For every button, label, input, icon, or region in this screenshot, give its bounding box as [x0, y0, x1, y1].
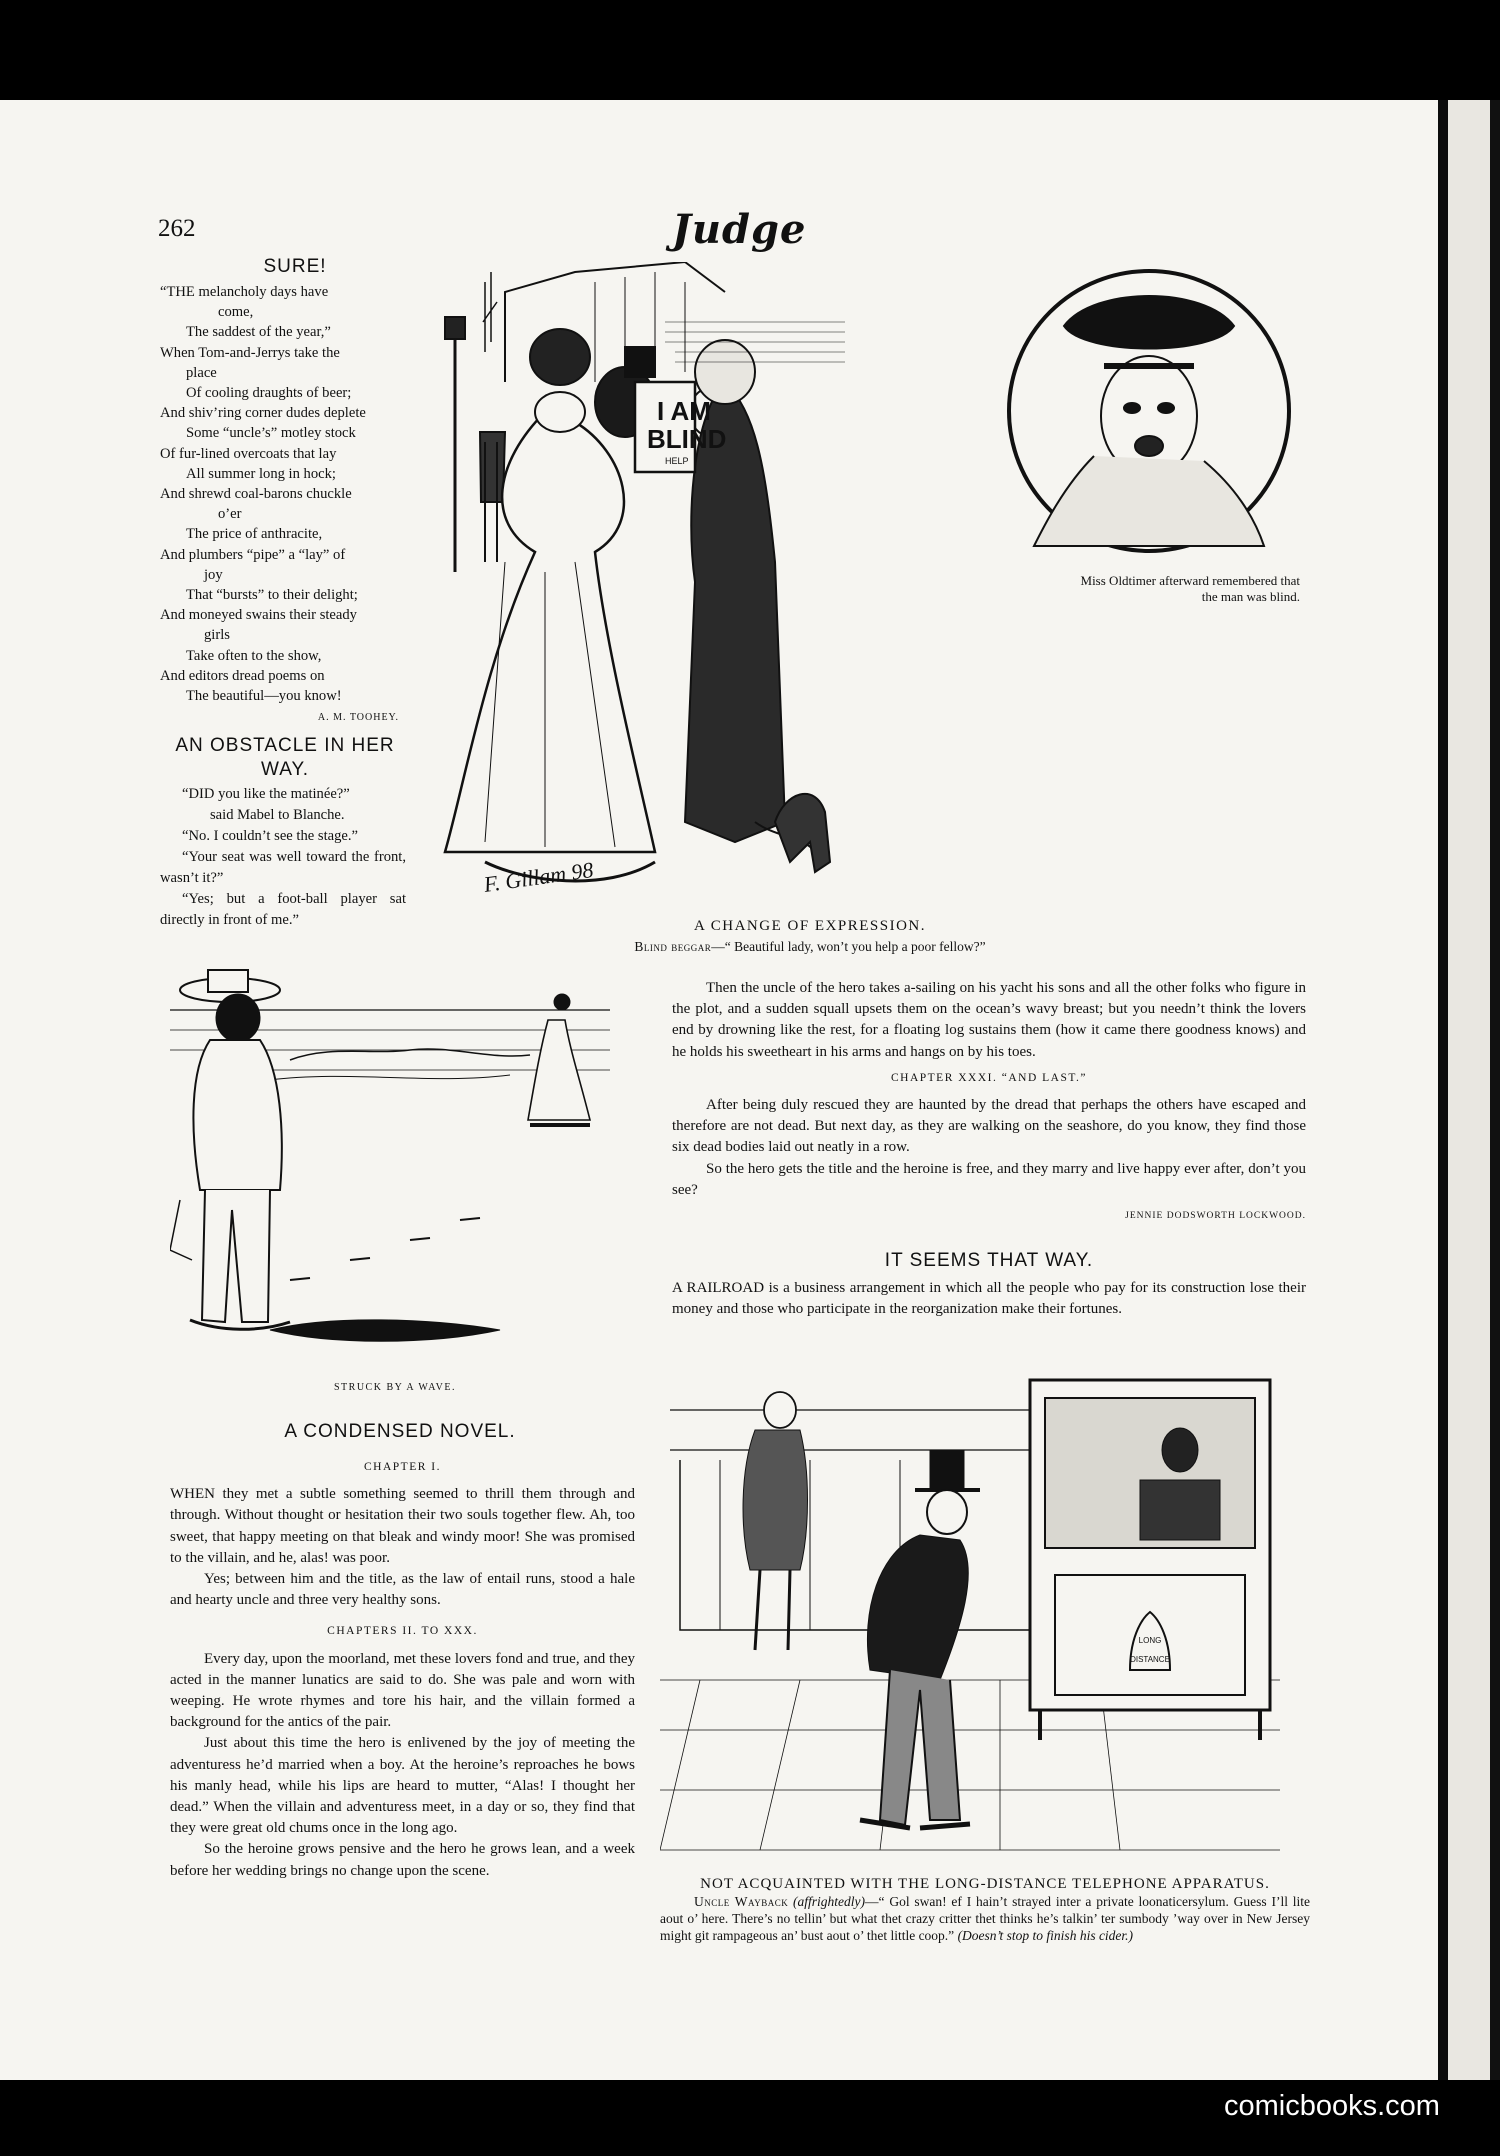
novel-para: Then the uncle of the hero takes a-sailing on his yacht his sons and all the other folks who figure in the plot, and a sudden squall upsets them on the ocean’s wavy breast; but you needn’t think the lovers end by drowning like the rest, for a floating log sustains them (how it came there goodness knows) and he holds his sweetheart in his arms and hangs on by his toes.: [672, 980, 1306, 1060]
sign-line-3: HELP: [665, 456, 689, 466]
poem-body: [160, 282, 403, 728]
chapter-heading: CHAPTER I.: [364, 1461, 441, 1473]
stage-direction-2: (Doesn’t stop to finish his cider.): [957, 1928, 1134, 1943]
novel-author: JENNIE DODSWORTH LOCKWOOD.: [1125, 1211, 1306, 1222]
obstacle-para: “No. I couldn’t see the stage.”: [182, 828, 359, 844]
main-cartoon-title: A CHANGE OF EXPRESSION.: [693, 918, 927, 934]
chapter-heading: CHAPTERS II. TO XXX.: [327, 1625, 478, 1638]
novel-para: Just about this time the hero is enlivened by the joy of meeting the adventuress he’d married when a boy. At the heroine’s reproaches he bows his manly head, while his lips are heard to mutter, “Alas! I thought her dead.” When the villain and adventuress meet, in a day or so, they find that they were great old chums once in the long ago.: [170, 1735, 635, 1837]
speaker-line: —“ Gol swan! ef I hain’t strayed inter a private loonaticersylum. Guess I’ll lite aout o’ here. There’s no tellin’ but what thet crazy critter thet thinks he’s talkin’ ter sumbody ’way over in New Jersey might git rampageous an’ bust aout o’ thet little coop.”: [660, 1894, 1310, 1943]
street-scene-illustration: [425, 262, 1085, 912]
poem-line: place: [186, 364, 217, 381]
masthead: Judge: [672, 206, 807, 253]
poem-line: girls: [204, 627, 230, 644]
page-spine: [1438, 100, 1448, 2080]
site-watermark: comicbooks.com: [1224, 2090, 1440, 2122]
speaker-name: Blind beggar: [634, 939, 712, 954]
telephone-caption-title: NOT ACQUAINTED WITH THE LONG-DISTANCE TELEPHONE APPARATUS.: [700, 1876, 1270, 1892]
sign-line-1: I AM: [657, 396, 711, 426]
scan-border: [1490, 100, 1500, 2080]
seems-body: A RAILROAD is a business arrangement in which all the people who pay for its construction lose their money and those who participate in the reorganization make their fortunes.: [672, 1280, 1306, 1317]
novel-para: After being duly rescued they are haunted by the dread that perhaps the others have escaped and therefore are not dead. But next day, as they are walking on the seashore, do you know, they find those six dead bodies laid out neatly in a row.: [672, 1097, 1306, 1156]
stage-direction: (affrightedly): [793, 1894, 866, 1909]
obstacle-para: “Yes; but a foot-ball player sat directly in front of me.”: [160, 891, 406, 928]
novel-para: So the hero gets the title and the heroine is free, and they marry and live happy ever after, don’t you see?: [672, 1160, 1306, 1198]
beach-caption: STRUCK BY A WAVE.: [333, 1382, 456, 1393]
poem-line: Some “uncle’s” motley stock: [186, 425, 356, 442]
poem-line: That “bursts” to their delight;: [186, 587, 358, 604]
poem-line: o’er: [218, 506, 242, 523]
inset-portrait-illustration: [1004, 266, 1304, 566]
novel-right-column: [672, 978, 1306, 1227]
novel-para: So the heroine grows pensive and the hero he grows lean, and a week before her wedding brings no change upon the scene.: [170, 1841, 635, 1879]
telephone-caption-body: [660, 1893, 1310, 1944]
poem-line: And shiv’ring corner dudes deplete: [160, 405, 366, 422]
novel-title: A CONDENSED NOVEL.: [284, 1421, 516, 1442]
novel-para: WHEN they met a subtle something seemed to thrill them through and through. Without thought or hesitation their two souls together flew. Ah, too sweet, that happy meeting on that bleak and windy moor! She was promised to the villain, and he, alas! was poor.: [170, 1486, 635, 1566]
poem-line: And shrewd coal-barons chuckle: [160, 486, 352, 503]
inset-caption: Miss Oldtimer afterward remembered that the man was blind.: [1080, 573, 1300, 604]
poem-line: The saddest of the year,”: [186, 324, 331, 341]
speaker-name: Uncle Wayback: [694, 1894, 789, 1909]
chapter-heading: CHAPTER XXXI. “AND LAST.”: [890, 1071, 1088, 1084]
speaker-line: —“ Beautiful lady, won’t you help a poor fellow?”: [711, 939, 986, 954]
obstacle-title: AN OBSTACLE IN HER WAY.: [175, 735, 395, 780]
poem-line: The price of anthracite,: [186, 526, 323, 543]
novel-para: Every day, upon the moorland, met these lovers fond and true, and they acted in the manner lunatics are said to do. She was pale and worn with weeping. He wrote rhymes and tore his hair, and the villain formed a background for the antics of the pair.: [170, 1650, 635, 1731]
poem-line: “THE melancholy days have: [160, 284, 329, 300]
poem-author: A. M. TOOHEY.: [317, 712, 399, 724]
beach-illustration: [170, 960, 610, 1380]
artist-signature: F. Gillam 98: [482, 856, 595, 897]
poem-line: When Tom-and-Jerrys take the: [160, 344, 340, 361]
booth-bell-line-2: DISTANCE: [1130, 1655, 1170, 1664]
obstacle-para: said Mabel to Blanche.: [210, 807, 345, 823]
novel-left-column: [170, 1452, 635, 1882]
poem-line: Of cooling draughts of beer;: [186, 385, 352, 402]
poem-line: come,: [218, 304, 254, 321]
poem-title: SURE!: [263, 256, 327, 277]
telephone-booth-illustration: [660, 1350, 1310, 1870]
obstacle-body: [160, 784, 406, 931]
poem-line: And plumbers “pipe” a “lay” of: [160, 546, 346, 563]
telephone-caption: [660, 1876, 1310, 1944]
poem-line: Take often to the show,: [186, 647, 322, 664]
obstacle-para: “DID you like the matinée?”: [182, 786, 350, 802]
poem-line: Of fur-lined overcoats that lay: [160, 445, 337, 462]
poem-line: And editors dread poems on: [160, 667, 325, 684]
obstacle-para: “Your seat was well toward the front, wasn’t it?”: [160, 849, 406, 886]
booth-bell-line-1: LONG: [1138, 1636, 1162, 1645]
novel-para: Yes; between him and the title, as the law of entail runs, stood a hale and hearty uncle and three very healthy sons.: [170, 1571, 635, 1609]
page-number: 262: [158, 215, 196, 242]
poem-line: All summer long in hock;: [186, 465, 336, 482]
main-cartoon-caption: [560, 939, 1060, 955]
poem-line: The beautiful—you know!: [186, 688, 342, 705]
seems-title: IT SEEMS THAT WAY.: [884, 1250, 1094, 1271]
poem-line: And moneyed swains their steady: [160, 607, 357, 624]
sign-line-2: BLIND: [647, 424, 727, 454]
poem-line: joy: [204, 566, 223, 583]
